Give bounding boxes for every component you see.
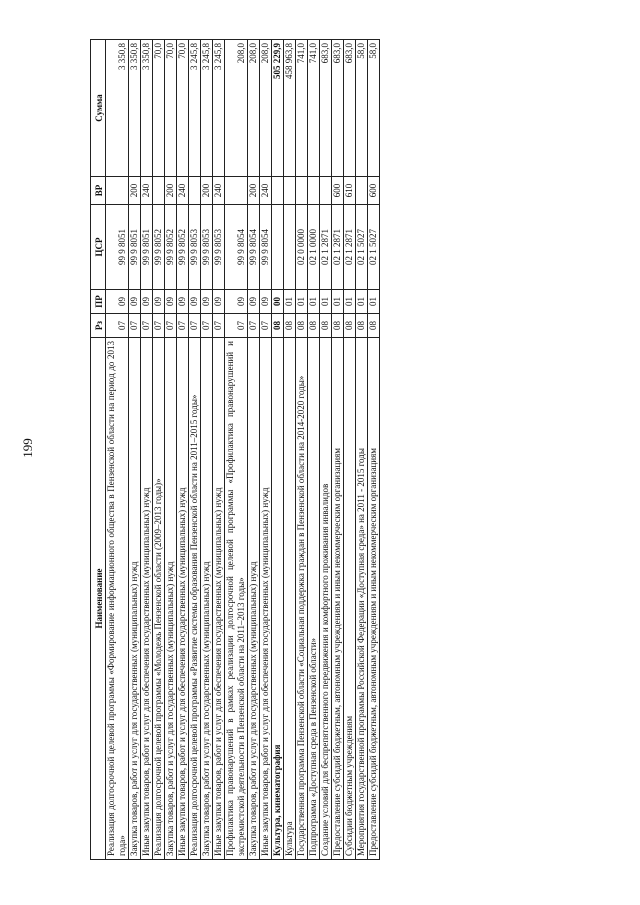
cell-csr: 02 1 2871 bbox=[344, 205, 356, 290]
cell-csr: 02 1 2871 bbox=[332, 205, 344, 290]
cell-sum: 208,0 bbox=[225, 40, 248, 177]
cell-vr: 240 bbox=[177, 177, 189, 205]
cell-csr: 99 9 8053 bbox=[201, 205, 213, 290]
cell-rz: 07 bbox=[260, 314, 272, 338]
cell-csr: 99 9 8054 bbox=[260, 205, 272, 290]
cell-csr: 02 0 0000 bbox=[296, 205, 308, 290]
cell-pr: 09 bbox=[189, 290, 201, 314]
cell-csr: 99 9 8051 bbox=[129, 205, 141, 290]
cell-rz: 07 bbox=[225, 314, 248, 338]
cell-name: Иные закупки товаров, работ и услуг для обеспечения государственных (муниципальных) нужд bbox=[141, 338, 153, 860]
cell-name: Мероприятия государственной программы Российской Федерации «Доступная среда» на 2011 - 2015 годы bbox=[356, 338, 368, 860]
cell-pr: 09 bbox=[129, 290, 141, 314]
cell-vr bbox=[225, 177, 248, 205]
cell-sum: 70,0 bbox=[153, 40, 165, 177]
cell-name: Создание условий для беспрепятственного передвижения и комфортного проживания инвалидов bbox=[320, 338, 332, 860]
cell-sum: 3 245,8 bbox=[189, 40, 201, 177]
table-header-row bbox=[91, 40, 106, 860]
cell-sum: 3 350,8 bbox=[129, 40, 141, 177]
cell-csr: 99 9 8054 bbox=[248, 205, 260, 290]
cell-pr: 09 bbox=[177, 290, 189, 314]
header-sum: Сумма bbox=[91, 40, 106, 177]
table-row bbox=[332, 40, 344, 860]
cell-name: Иные закупки товаров, работ и услуг для обеспечения государственных (муниципальных) нужд bbox=[260, 338, 272, 860]
cell-rz: 07 bbox=[153, 314, 165, 338]
cell-vr bbox=[272, 177, 284, 205]
header-rz: Рз bbox=[91, 314, 106, 338]
cell-rz: 07 bbox=[106, 314, 129, 338]
cell-pr: 09 bbox=[165, 290, 177, 314]
cell-rz: 07 bbox=[141, 314, 153, 338]
page-number: 199 bbox=[20, 438, 35, 458]
cell-csr: 99 9 8052 bbox=[165, 205, 177, 290]
table-row bbox=[344, 40, 356, 860]
table-row bbox=[201, 40, 213, 860]
table-row bbox=[153, 40, 165, 860]
cell-rz: 08 bbox=[368, 314, 380, 338]
cell-csr: 02 1 5027 bbox=[356, 205, 368, 290]
cell-name: Культура, кинематография bbox=[272, 338, 284, 860]
cell-name: Предоставление субсидий бюджетным, автономным учреждениям и иным некоммерческим организациям bbox=[368, 338, 380, 860]
cell-sum: 505 229,9 bbox=[272, 40, 284, 177]
cell-csr: 99 9 8051 bbox=[106, 205, 129, 290]
table-row bbox=[260, 40, 272, 860]
cell-sum: 458 963,8 bbox=[284, 40, 296, 177]
table-row bbox=[272, 40, 284, 860]
cell-rz: 07 bbox=[165, 314, 177, 338]
cell-vr bbox=[356, 177, 368, 205]
table-row bbox=[141, 40, 153, 860]
cell-pr: 09 bbox=[153, 290, 165, 314]
cell-rz: 08 bbox=[308, 314, 320, 338]
cell-pr: 09 bbox=[213, 290, 225, 314]
cell-pr: 09 bbox=[248, 290, 260, 314]
cell-pr: 09 bbox=[201, 290, 213, 314]
cell-rz: 08 bbox=[296, 314, 308, 338]
cell-name: Закупка товаров, работ и услуг для государственных (муниципальных) нужд bbox=[248, 338, 260, 860]
table-row bbox=[213, 40, 225, 860]
cell-csr: 99 9 8051 bbox=[141, 205, 153, 290]
cell-vr: 600 bbox=[368, 177, 380, 205]
cell-name: Профилактика правонарушений в рамках реализации долгосрочной целевой программы «Профилактика правонарушений и экстремистской деятельности в Пензенской области на 2011–2013 годы» bbox=[225, 338, 248, 860]
cell-pr: 09 bbox=[106, 290, 129, 314]
cell-name: Закупка товаров, работ и услуг для государственных (муниципальных) нужд bbox=[165, 338, 177, 860]
table-row bbox=[165, 40, 177, 860]
cell-vr bbox=[296, 177, 308, 205]
cell-name: Субсидии бюджетным учреждениям bbox=[344, 338, 356, 860]
table-row bbox=[356, 40, 368, 860]
cell-vr: 240 bbox=[260, 177, 272, 205]
cell-rz: 08 bbox=[332, 314, 344, 338]
cell-sum: 208,0 bbox=[248, 40, 260, 177]
table-row bbox=[308, 40, 320, 860]
cell-name: Государственная программа Пензенской области «Социальная поддержка граждан в Пензенской области на 2014-2020 годы» bbox=[296, 338, 308, 860]
cell-vr: 200 bbox=[129, 177, 141, 205]
cell-pr: 09 bbox=[141, 290, 153, 314]
cell-name: Реализация долгосрочной целевой программы «Формирование информационного общества в Пензенской области на период до 2013 года» bbox=[106, 338, 129, 860]
cell-pr: 01 bbox=[368, 290, 380, 314]
rotated-table-container bbox=[90, 40, 640, 860]
header-name: Наименование bbox=[91, 338, 106, 860]
cell-sum: 208,0 bbox=[260, 40, 272, 177]
table-body bbox=[106, 40, 380, 860]
cell-rz: 08 bbox=[272, 314, 284, 338]
header-csr: ЦСР bbox=[91, 205, 106, 290]
cell-vr: 200 bbox=[165, 177, 177, 205]
cell-csr: 02 1 0000 bbox=[308, 205, 320, 290]
cell-sum: 58,0 bbox=[356, 40, 368, 177]
cell-rz: 07 bbox=[177, 314, 189, 338]
table-row bbox=[129, 40, 141, 860]
table-row bbox=[284, 40, 296, 860]
cell-rz: 07 bbox=[201, 314, 213, 338]
cell-vr: 240 bbox=[141, 177, 153, 205]
cell-pr: 01 bbox=[296, 290, 308, 314]
cell-name: Культура bbox=[284, 338, 296, 860]
cell-csr bbox=[284, 205, 296, 290]
cell-vr bbox=[320, 177, 332, 205]
cell-vr: 600 bbox=[332, 177, 344, 205]
cell-sum: 58,0 bbox=[368, 40, 380, 177]
table-row bbox=[320, 40, 332, 860]
cell-pr: 09 bbox=[260, 290, 272, 314]
cell-csr: 99 9 8053 bbox=[189, 205, 201, 290]
cell-vr bbox=[284, 177, 296, 205]
budget-table bbox=[90, 39, 380, 860]
cell-sum: 70,0 bbox=[177, 40, 189, 177]
cell-vr: 240 bbox=[213, 177, 225, 205]
cell-name: Предоставление субсидий бюджетным, автономным учреждениям и иным некоммерческим организациям bbox=[332, 338, 344, 860]
cell-csr bbox=[272, 205, 284, 290]
cell-name: Иные закупки товаров, работ и услуг для обеспечения государственных (муниципальных) нужд bbox=[177, 338, 189, 860]
cell-vr: 200 bbox=[201, 177, 213, 205]
cell-sum: 741,0 bbox=[308, 40, 320, 177]
cell-name: Иные закупки товаров, работ и услуг для обеспечения государственных (муниципальных) нужд bbox=[213, 338, 225, 860]
cell-vr bbox=[308, 177, 320, 205]
cell-rz: 08 bbox=[284, 314, 296, 338]
cell-sum: 3 350,8 bbox=[141, 40, 153, 177]
cell-vr bbox=[189, 177, 201, 205]
cell-rz: 07 bbox=[189, 314, 201, 338]
cell-pr: 01 bbox=[356, 290, 368, 314]
cell-name: Закупка товаров, работ и услуг для государственных (муниципальных) нужд bbox=[129, 338, 141, 860]
cell-pr: 00 bbox=[272, 290, 284, 314]
header-pr: ПР bbox=[91, 290, 106, 314]
cell-csr: 02 1 5027 bbox=[368, 205, 380, 290]
cell-csr: 99 9 8052 bbox=[153, 205, 165, 290]
cell-pr: 09 bbox=[225, 290, 248, 314]
cell-pr: 01 bbox=[320, 290, 332, 314]
cell-csr: 02 1 2871 bbox=[320, 205, 332, 290]
cell-rz: 07 bbox=[213, 314, 225, 338]
cell-sum: 3 350,8 bbox=[106, 40, 129, 177]
cell-name: Закупка товаров, работ и услуг для государственных (муниципальных) нужд bbox=[201, 338, 213, 860]
cell-csr: 99 9 8052 bbox=[177, 205, 189, 290]
page-body bbox=[90, 40, 640, 860]
cell-pr: 01 bbox=[332, 290, 344, 314]
table-row bbox=[368, 40, 380, 860]
cell-name: Реализация долгосрочной целевой программы «Молодежь Пензенской области (2009–2013 годы)» bbox=[153, 338, 165, 860]
cell-sum: 3 245,8 bbox=[213, 40, 225, 177]
cell-name: Реализация долгосрочной целевой программы «Развитие системы образования Пензенской области на 2011–2015 годы» bbox=[189, 338, 201, 860]
cell-sum: 683,0 bbox=[332, 40, 344, 177]
cell-vr: 200 bbox=[248, 177, 260, 205]
cell-rz: 07 bbox=[129, 314, 141, 338]
table-row bbox=[189, 40, 201, 860]
cell-sum: 683,0 bbox=[344, 40, 356, 177]
cell-pr: 01 bbox=[284, 290, 296, 314]
cell-rz: 08 bbox=[356, 314, 368, 338]
cell-vr bbox=[153, 177, 165, 205]
table-row bbox=[177, 40, 189, 860]
table-row bbox=[248, 40, 260, 860]
cell-name: Подпрограмма «Доступная среда в Пензенской области» bbox=[308, 338, 320, 860]
cell-csr: 99 9 8054 bbox=[225, 205, 248, 290]
cell-rz: 07 bbox=[248, 314, 260, 338]
cell-sum: 3 245,8 bbox=[201, 40, 213, 177]
cell-pr: 01 bbox=[344, 290, 356, 314]
table-row bbox=[106, 40, 129, 860]
cell-rz: 08 bbox=[320, 314, 332, 338]
cell-csr: 99 9 8053 bbox=[213, 205, 225, 290]
cell-sum: 70,0 bbox=[165, 40, 177, 177]
table-row bbox=[225, 40, 248, 860]
cell-pr: 01 bbox=[308, 290, 320, 314]
cell-rz: 08 bbox=[344, 314, 356, 338]
cell-vr: 610 bbox=[344, 177, 356, 205]
table-row bbox=[296, 40, 308, 860]
cell-vr bbox=[106, 177, 129, 205]
cell-sum: 683,0 bbox=[320, 40, 332, 177]
cell-sum: 741,0 bbox=[296, 40, 308, 177]
header-vr: ВР bbox=[91, 177, 106, 205]
